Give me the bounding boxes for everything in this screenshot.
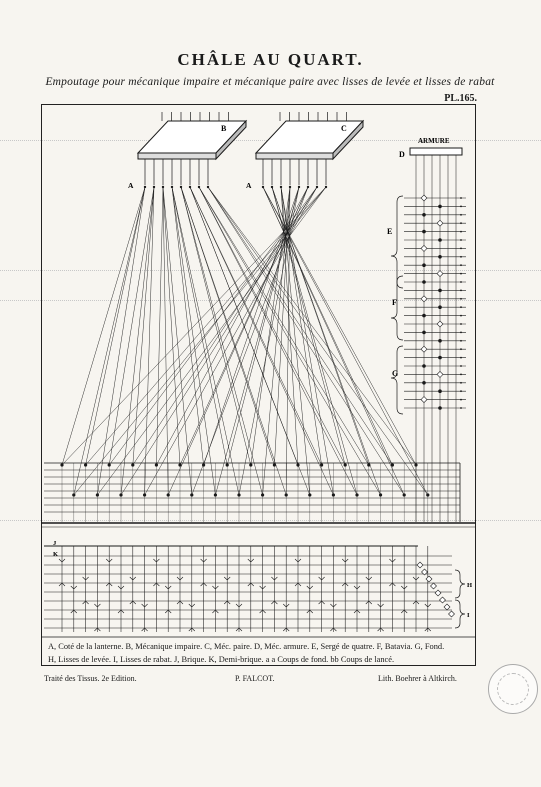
armure-point <box>438 339 442 343</box>
armure-dot <box>460 340 462 342</box>
lisse-diamond <box>417 562 423 568</box>
lisses-panel <box>44 546 465 632</box>
harness-cord <box>208 187 404 495</box>
harness-cord <box>74 187 145 495</box>
armure-diamond <box>421 346 427 352</box>
armure-dot <box>460 197 462 199</box>
cord-knot <box>189 186 191 188</box>
armure-dot <box>460 264 462 266</box>
armure-point <box>438 389 442 393</box>
harness-cord <box>109 187 317 465</box>
mail-eye <box>285 493 288 496</box>
armure-dot <box>460 306 462 308</box>
cord-knot <box>162 186 164 188</box>
footer-right: Lith. Boehrer à Altkirch. <box>378 674 457 683</box>
mail-eye <box>178 463 181 466</box>
mail-eye <box>143 493 146 496</box>
armure-diamond <box>421 296 427 302</box>
cord-knot <box>316 186 318 188</box>
harness-mails <box>60 186 429 497</box>
armure-diamond <box>437 220 443 226</box>
comber-board <box>44 463 460 522</box>
cord-knot <box>262 186 264 188</box>
label-i: I <box>467 612 470 619</box>
mail-eye <box>72 493 75 496</box>
armure-dot <box>460 298 462 300</box>
footer-left: Traité des Tissus. 2e Edition. <box>44 674 137 683</box>
label-g: G <box>392 369 399 378</box>
harness-cord <box>172 187 215 495</box>
armure-point <box>438 289 442 293</box>
cord-knot <box>289 186 291 188</box>
legend-line-1: A, Coté de la lanterne. B, Mécanique impaire. C, Méc. paire. D, Méc. armure. E, Sergé de quatre. F, Batavia. G, Fond. <box>48 642 445 651</box>
page-title: CHÂLE AU QUART. <box>177 50 364 69</box>
harness-cord <box>181 187 286 495</box>
library-stamp <box>488 664 538 714</box>
harness-cord <box>121 187 154 495</box>
armure-dot <box>460 248 462 250</box>
armure-dot <box>460 290 462 292</box>
lisse-diamond <box>435 590 441 596</box>
mail-eye <box>332 493 335 496</box>
cord-knot <box>153 186 155 188</box>
lisse-diamond <box>440 597 446 603</box>
armure-point <box>422 230 426 234</box>
lisse-diamond <box>426 576 432 582</box>
mail-eye <box>308 493 311 496</box>
armure-point <box>438 238 442 242</box>
mail-eye <box>273 463 276 466</box>
harness-cord <box>180 187 308 465</box>
cord-knot <box>144 186 146 188</box>
label-d: D <box>399 150 405 159</box>
mail-eye <box>355 493 358 496</box>
mail-eye <box>403 493 406 496</box>
lisse-diamond <box>431 583 437 589</box>
armure-point <box>438 255 442 259</box>
harness-cord <box>156 187 308 465</box>
cord-knot <box>298 186 300 188</box>
armure-dot <box>460 332 462 334</box>
armure-dot <box>460 323 462 325</box>
label-a-left: A <box>128 181 134 190</box>
harness-cord <box>62 187 326 465</box>
harness-cord <box>172 187 204 465</box>
armure-dot <box>460 281 462 283</box>
armure-diamond <box>437 271 443 277</box>
mail-eye <box>379 493 382 496</box>
armure-diamond <box>437 321 443 327</box>
mail-eye <box>119 493 122 496</box>
mail-eye <box>320 463 323 466</box>
lisse-diamond <box>444 604 450 610</box>
cord-knot <box>307 186 309 188</box>
armure-point <box>422 314 426 318</box>
harness-cord <box>181 187 263 495</box>
harness-cord <box>172 187 239 495</box>
mail-eye <box>155 463 158 466</box>
armure-point <box>438 205 442 209</box>
mail-eye <box>190 493 193 496</box>
label-b: B <box>221 124 227 133</box>
mail-eye <box>226 463 229 466</box>
armure-point <box>422 280 426 284</box>
cord-knot <box>207 186 209 188</box>
cord-knot <box>325 186 327 188</box>
armure-point <box>438 305 442 309</box>
armure-dot <box>460 374 462 376</box>
mail-eye <box>214 493 217 496</box>
armure-dot <box>460 206 462 208</box>
armure-dot <box>460 348 462 350</box>
harness-cord <box>156 187 163 465</box>
armure-point <box>422 213 426 217</box>
label-j: J <box>53 540 57 547</box>
machine-c <box>256 112 363 185</box>
armure-dot <box>460 273 462 275</box>
armure-point <box>438 406 442 410</box>
harness-cords <box>62 187 428 522</box>
armure-dot <box>460 239 462 241</box>
label-c: C <box>341 124 347 133</box>
harness-cord <box>272 187 357 495</box>
label-f: F <box>392 298 397 307</box>
armure-dot <box>460 357 462 359</box>
armure-point <box>422 364 426 368</box>
harness-cord <box>281 187 310 495</box>
cord-knot <box>280 186 282 188</box>
footer-center: P. FALCOT. <box>235 674 275 683</box>
armure-diamond <box>421 195 427 201</box>
armure-point <box>422 331 426 335</box>
harness-cord <box>109 187 154 465</box>
mail-eye <box>60 463 63 466</box>
mail-eye <box>167 493 170 496</box>
harness-cord <box>272 187 345 465</box>
mail-eye <box>96 493 99 496</box>
armure-point <box>438 356 442 360</box>
label-e: E <box>387 227 393 236</box>
mail-eye <box>296 463 299 466</box>
mail-eye <box>84 463 87 466</box>
mail-eye <box>237 493 240 496</box>
armure-dot <box>460 214 462 216</box>
harness-cord <box>145 187 317 495</box>
armure-dot <box>460 382 462 384</box>
harness-cord <box>199 187 345 465</box>
cord-knot <box>180 186 182 188</box>
armure-dot <box>460 365 462 367</box>
page-subtitle: Empoutage pour mécanique impaire et mécanique paire avec lisses de levée et lisses de rabat <box>45 76 495 88</box>
mail-eye <box>426 493 429 496</box>
armure-dot <box>460 399 462 401</box>
lisse-diamond <box>449 611 455 617</box>
label-a-right: A <box>246 181 252 190</box>
mail-eye <box>391 463 394 466</box>
armure-machine <box>391 148 466 522</box>
mail-eye <box>261 493 264 496</box>
mail-eye <box>249 463 252 466</box>
armure-dot <box>460 315 462 317</box>
plate-number: PL.165. <box>444 93 477 104</box>
legend-line-2: H, Lisses de levée. I, Lisses de rabat. J, Brique. K, Demi-brique. a a Coups de fond. bb Coups de lancé. <box>48 655 395 664</box>
harness-cord <box>199 187 357 495</box>
harness-cord <box>190 187 322 465</box>
harness-cord <box>145 187 154 495</box>
mail-eye <box>108 463 111 466</box>
label-armure: ARMURE <box>418 137 450 145</box>
armure-dot <box>460 222 462 224</box>
harness-cord <box>168 187 308 495</box>
machine-b <box>138 112 246 185</box>
cord-knot <box>271 186 273 188</box>
cord-knot <box>198 186 200 188</box>
armure-dot <box>460 407 462 409</box>
armure-diamond <box>421 245 427 251</box>
armure-dot <box>460 390 462 392</box>
mail-eye <box>131 463 134 466</box>
mail-eye <box>202 463 205 466</box>
label-k: K <box>53 551 59 558</box>
armure-diamond <box>421 397 427 403</box>
armure-point <box>422 263 426 267</box>
harness-cord <box>86 187 326 465</box>
mail-eye <box>367 463 370 466</box>
harness-cord <box>208 187 428 495</box>
armure-diamond <box>437 371 443 377</box>
armure-dot <box>460 256 462 258</box>
cord-knot <box>171 186 173 188</box>
armure-point <box>422 381 426 385</box>
armure-dot <box>460 231 462 233</box>
mail-eye <box>344 463 347 466</box>
label-h: H <box>467 582 473 589</box>
